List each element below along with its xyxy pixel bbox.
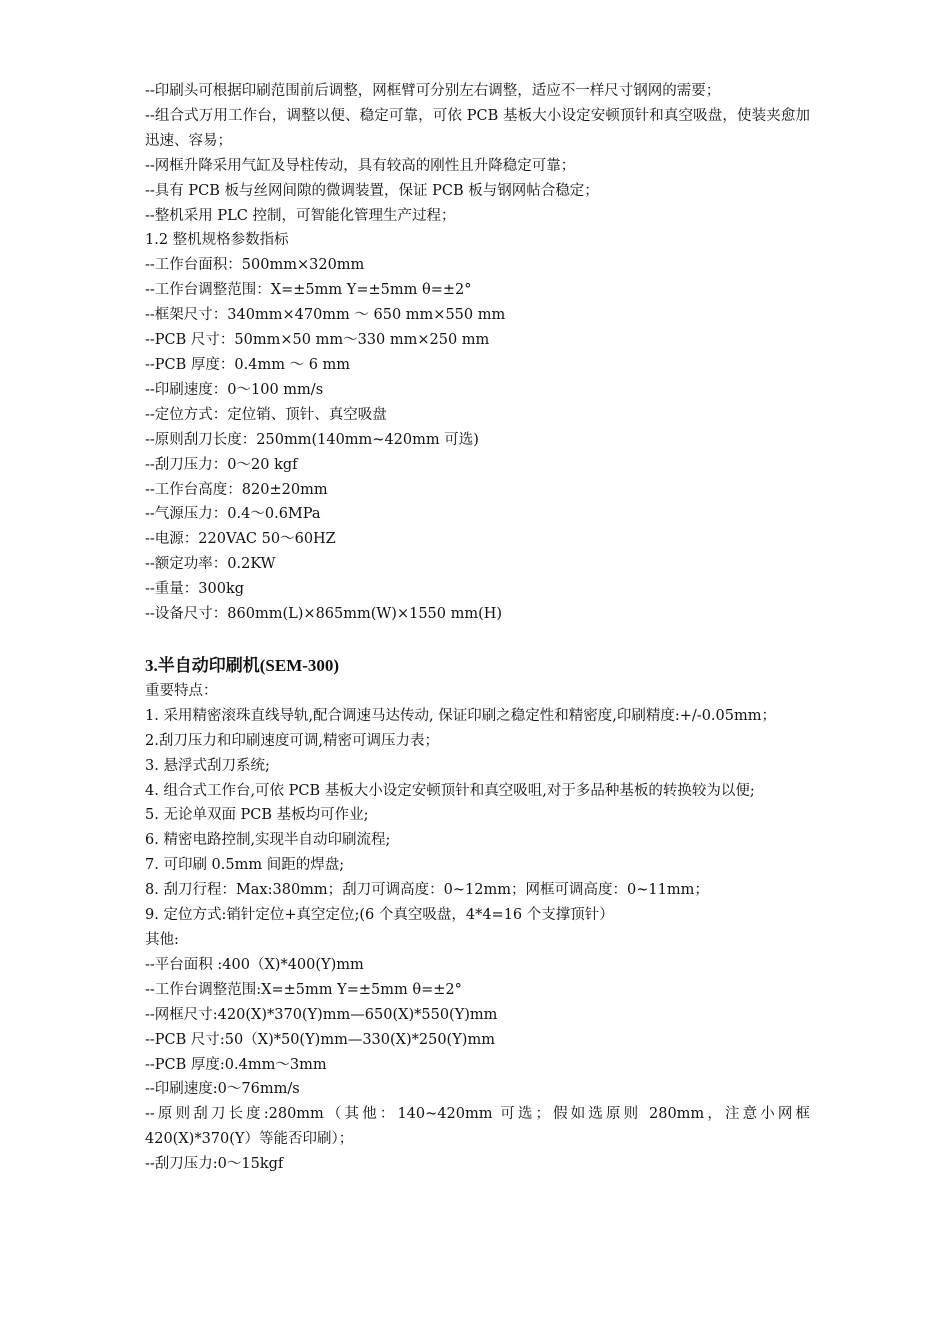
spec-line: --PCB 厚度：0.4mm ～ 6 mm (145, 356, 351, 373)
other-spec-line: --PCB 厚度:0.4mm～3mm (145, 1056, 327, 1073)
feature-item: 2.刮刀压力和印刷速度可调,精密可调压力表； (145, 732, 439, 749)
other-spec-line: --原则刮刀长度:280mm（其他：140~420mm 可选；假如选原则 280mm，注意小网框 420(X)*370(Y）等能否印刷）； (145, 1106, 810, 1148)
spec-line: --气源压力：0.4～0.6MPa (145, 506, 321, 523)
spec-line: --定位方式：定位销、顶针、真空吸盘 (145, 406, 387, 423)
feature-line: --整机采用 PLC 控制，可智能化管理生产过程； (145, 207, 456, 224)
feature-item: 1. 采用精密滚珠直线导轨,配合调速马达传动, 保证印刷之稳定性和精密度,印刷精度:+/-0.05mm； (145, 707, 776, 724)
spec-title: 1.2 整机规格参数指标 (145, 232, 289, 249)
spec-line: --设备尺寸：860mm(L)×865mm(W)×1550 mm(H) (145, 606, 503, 623)
feature-item: 6. 精密电路控制,实现半自动印刷流程; (145, 832, 391, 849)
spec-line: --工作台面积：500mm×320mm (145, 257, 365, 274)
other-spec-line: --平台面积 :400（X)*400(Y)mm (145, 956, 364, 973)
other-spec-line: --PCB 尺寸:50（X)*50(Y)mm—330(X)*250(Y)mm (145, 1031, 495, 1048)
feature-item: 9. 定位方式:销针定位+真空定位;(6 个真空吸盘，4*4=16 个支撑顶针） (145, 907, 614, 924)
section-spacer (145, 627, 810, 653)
other-spec-line: --刮刀压力:0～15kgf (145, 1156, 284, 1173)
other-spec-line: --工作台调整范围:X=±5mm Y=±5mm θ=±2° (145, 981, 462, 998)
spec-line: --原则刮刀长度：250mm(140mm~420mm 可选) (145, 431, 479, 448)
spec-line: --工作台高度：820±20mm (145, 481, 328, 498)
spec-line: --印刷速度：0～100 mm/s (145, 381, 324, 398)
features-title: 重要特点： (145, 682, 218, 699)
feature-item: 8. 刮刀行程：Max:380mm；刮刀可调高度：0~12mm；网框可调高度：0~11mm； (145, 882, 709, 899)
spec-line: --重量：300kg (145, 581, 245, 598)
feature-item: 4. 组合式工作台,可依 PCB 基板大小设定安顿顶针和真空吸咀,对于多品种基板的转换较为以便; (145, 782, 755, 799)
feature-line: --组合式万用工作台，调整以便、稳定可靠，可依 PCB 基板大小设定安顿顶针和真空吸盘，使装夹愈加迅速、容易； (145, 107, 810, 149)
spec-line: --框架尺寸：340mm×470mm ～ 650 mm×550 mm (145, 307, 506, 324)
document-body (145, 79, 810, 1177)
spec-line: --工作台调整范围：X=±5mm Y=±5mm θ=±2° (145, 282, 472, 299)
feature-line: --网框升降采用气缸及导柱传动，具有较高的刚性且升降稳定可靠； (145, 157, 576, 174)
spec-line: --额定功率：0.2KW (145, 556, 276, 573)
other-spec-line: --网框尺寸:420(X)*370(Y)mm—650(X)*550(Y)mm (145, 1006, 498, 1023)
spec-line: --PCB 尺寸：50mm×50 mm～330 mm×250 mm (145, 332, 490, 349)
spec-line: --电源：220VAC 50～60HZ (145, 531, 336, 548)
feature-item: 5. 无论单双面 PCB 基板均可作业; (145, 807, 369, 824)
other-spec-line: --印刷速度:0～76mm/s (145, 1081, 300, 1098)
feature-line: --印刷头可根据印刷范围前后调整，网框臂可分别左右调整，适应不一样尺寸钢网的需要； (145, 83, 721, 99)
feature-item: 3. 悬浮式刮刀系统; (145, 757, 270, 774)
feature-line: --具有 PCB 板与丝网间隙的微调装置，保证 PCB 板与钢网帖合稳定； (145, 182, 599, 199)
section-heading: 3.半自动印刷机(SEM-300) (145, 655, 340, 675)
spec-line: --刮刀压力：0～20 kgf (145, 456, 298, 473)
feature-item: 7. 可印刷 0.5mm 间距的焊盘; (145, 857, 345, 874)
other-title: 其他: (145, 932, 179, 948)
